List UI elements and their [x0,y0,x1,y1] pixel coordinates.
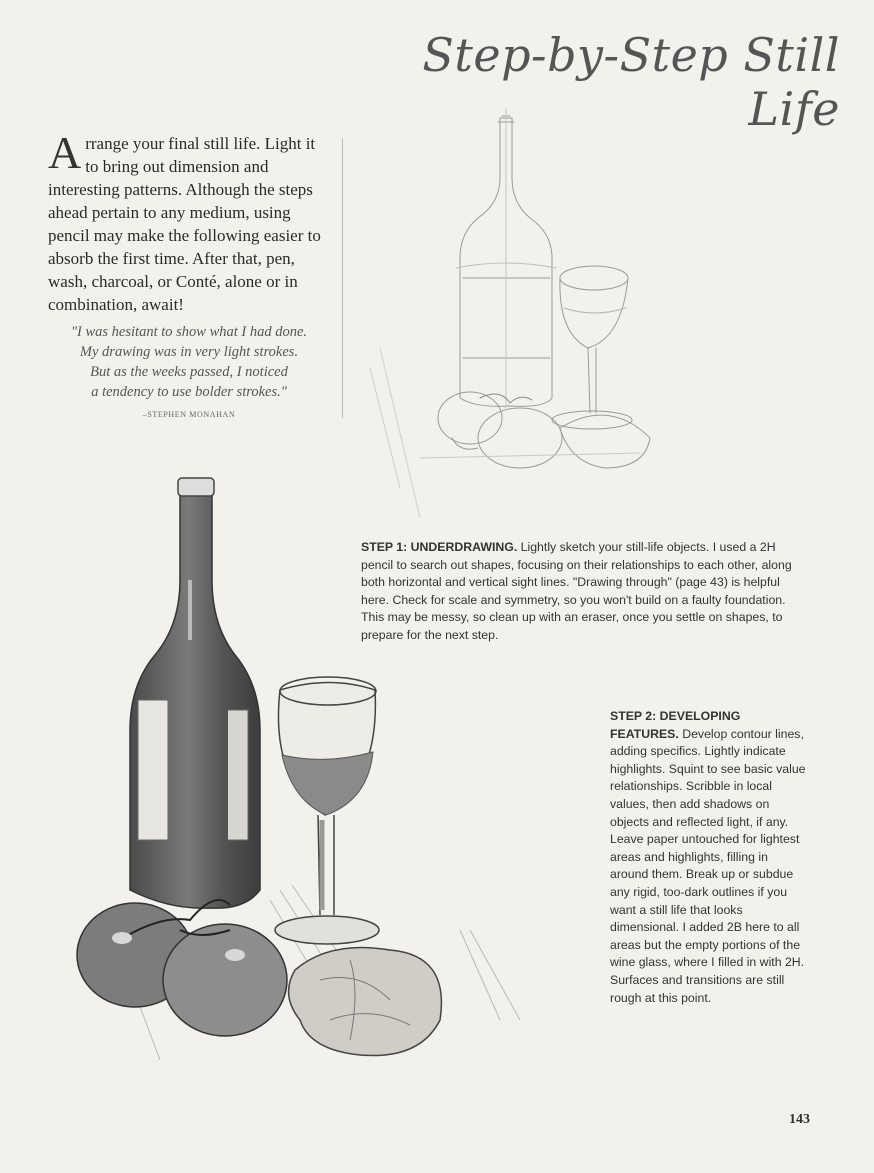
column-divider [342,138,343,418]
page-number: 143 [789,1112,810,1127]
quote-line: But as the weeks passed, I noticed [90,364,288,380]
intro-paragraph [48,127,328,316]
intro-text: rrange your final still life. Light it to bring out dimension and interesting patterns. Although the steps ahead pertain to any medium, using pencil may make the following easier to absorb the first time. After that, pen, wash, charcoal, or Conté, alone or in combination, await! [48,134,321,314]
step1-heading: STEP 1: UNDERDRAWING. [361,540,518,554]
step2-text: Develop contour lines, adding specifics. Lightly indicate highlights. Squint to see basic value relationships. Scribble in local values, then add shadows on objects and reflected light, if any. Leave paper untouched for lightest areas and highlights, filling in around them. Break up or subdue any rigid, too-dark outlines if you want a still life that looks dimensional. I added 2B here to all areas but the empty portions of the wine glass, where I filled in with 2H. Surfaces and transitions are still rough at this point. [610,726,806,1005]
underdrawing-sketch [360,108,660,518]
step2-heading: STEP 2: DEVELOPING FEATURES. [610,709,741,741]
page-title: Step-by-Step Still Life [422,28,840,136]
quote-attribution: –STEPHEN MONAHAN [142,410,236,419]
quote-line: a tendency to use bolder strokes." [91,384,287,400]
quote-line: "I was hesitant to show what I had done. [70,324,308,340]
step1-text: Lightly sketch your still-life objects. I used a 2H pencil to search out shapes, focusing on their relationships to each other, along both horizontal and vertical sight lines. "Drawing through" (page 43) is helpful here. Check for scale and symmetry, so you won't build on a faulty foundation. This may be messy, so clean up with an eraser, once you settle on shapes, to prepare for the next step. [361,540,792,642]
step1-caption [361,539,807,644]
drop-cap: A [48,127,82,178]
step2-caption [610,708,808,1007]
quote-line: My drawing was in very light strokes. [79,344,299,360]
pull-quote [48,322,330,402]
